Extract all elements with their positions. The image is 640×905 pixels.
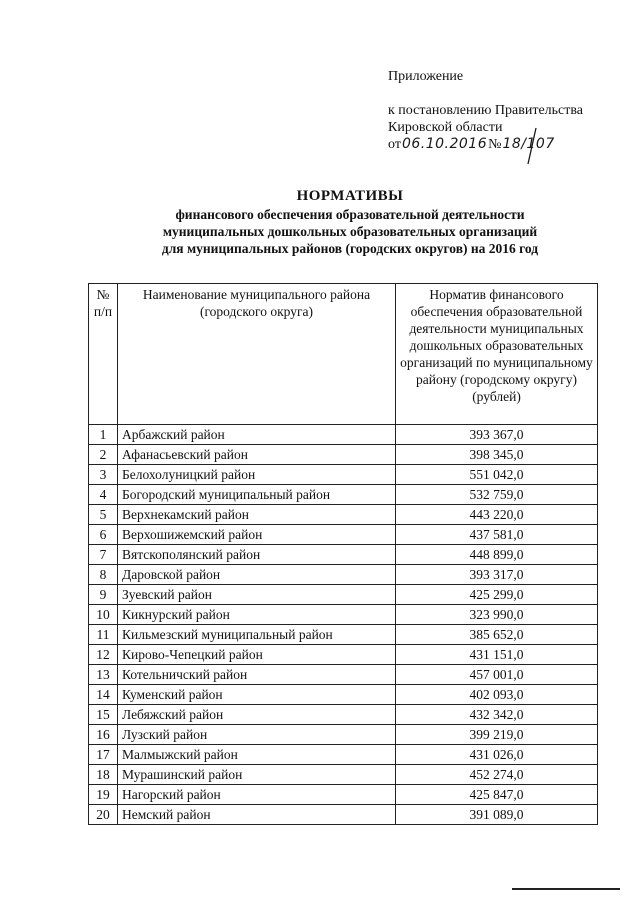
- row-district-name: Арбажский район: [118, 425, 396, 445]
- row-norm-value: 532 759,0: [396, 485, 598, 505]
- norms-table: [88, 283, 598, 825]
- row-district-name: Зуевский район: [118, 585, 396, 605]
- row-district-name: Немский район: [118, 805, 396, 825]
- row-number: 17: [89, 745, 118, 765]
- row-district-name: Богородский муниципальный район: [118, 485, 396, 505]
- row-norm-value: 437 581,0: [396, 525, 598, 545]
- handwritten-number: 18/107: [502, 136, 555, 152]
- row-district-name: Кильмезский муниципальный район: [118, 625, 396, 645]
- row-district-name: Кикнурский район: [118, 605, 396, 625]
- table-row: [89, 725, 598, 745]
- row-number: 19: [89, 785, 118, 805]
- header-district-name: Наименование муниципального района (городского округа): [118, 284, 396, 425]
- handwritten-slash-mark: [522, 126, 562, 166]
- table-row: [89, 445, 598, 465]
- document-title: НОРМАТИВЫ: [296, 188, 404, 204]
- table-row: [89, 585, 598, 605]
- row-norm-value: 452 274,0: [396, 765, 598, 785]
- document-subtitle-line-1: финансового обеспечения образовательной деятельности: [175, 207, 525, 222]
- row-norm-value: 385 652,0: [396, 625, 598, 645]
- table-row: [89, 705, 598, 725]
- row-number: 13: [89, 665, 118, 685]
- row-number: 12: [89, 645, 118, 665]
- table-header-row: [89, 284, 598, 425]
- appendix-region-line: Кировской области: [388, 120, 503, 135]
- row-norm-value: 443 220,0: [396, 505, 598, 525]
- row-norm-value: 393 367,0: [396, 425, 598, 445]
- header-number: № п/п: [89, 284, 118, 425]
- row-district-name: Котельничский район: [118, 665, 396, 685]
- row-norm-value: 551 042,0: [396, 465, 598, 485]
- appendix-resolution-line: к постановлению Правительства: [388, 103, 584, 118]
- row-district-name: Малмыжский район: [118, 745, 396, 765]
- table-row: [89, 745, 598, 765]
- row-norm-value: 431 151,0: [396, 645, 598, 665]
- row-norm-value: 457 001,0: [396, 665, 598, 685]
- table-row: [89, 805, 598, 825]
- row-district-name: Нагорский район: [118, 785, 396, 805]
- row-number: 15: [89, 705, 118, 725]
- footer-underline: [512, 888, 620, 890]
- row-number: 5: [89, 505, 118, 525]
- table-row: [89, 425, 598, 445]
- row-norm-value: 432 342,0: [396, 705, 598, 725]
- table-row: [89, 565, 598, 585]
- table-row: [89, 605, 598, 625]
- table-row: [89, 625, 598, 645]
- document-title-block: [60, 186, 640, 257]
- row-norm-value: 402 093,0: [396, 685, 598, 705]
- row-norm-value: 398 345,0: [396, 445, 598, 465]
- table-row: [89, 785, 598, 805]
- spacer: [388, 85, 583, 102]
- table-body: [89, 425, 598, 825]
- handwritten-date: 06.10.2016: [401, 136, 488, 152]
- row-norm-value: 448 899,0: [396, 545, 598, 565]
- table-row: [89, 545, 598, 565]
- row-number: 16: [89, 725, 118, 745]
- row-number: 2: [89, 445, 118, 465]
- row-number: 7: [89, 545, 118, 565]
- row-district-name: Вятскополянский район: [118, 545, 396, 565]
- table-row: [89, 525, 598, 545]
- row-norm-value: 431 026,0: [396, 745, 598, 765]
- row-district-name: Афанасьевский район: [118, 445, 396, 465]
- row-norm-value: 425 847,0: [396, 785, 598, 805]
- row-number: 9: [89, 585, 118, 605]
- row-district-name: Мурашинский район: [118, 765, 396, 785]
- row-district-name: Верхошижемский район: [118, 525, 396, 545]
- row-district-name: Лебяжский район: [118, 705, 396, 725]
- row-number: 6: [89, 525, 118, 545]
- row-number: 11: [89, 625, 118, 645]
- row-norm-value: 425 299,0: [396, 585, 598, 605]
- row-district-name: Белохолуницкий район: [118, 465, 396, 485]
- table-row: [89, 665, 598, 685]
- table-row: [89, 685, 598, 705]
- row-number: 8: [89, 565, 118, 585]
- row-norm-value: 399 219,0: [396, 725, 598, 745]
- header-norm-value: Норматив финансового обеспечения образовательной деятельности муниципальных дошкольных образовательных организаций по муниципальному району (городскому округу) (рублей): [396, 284, 598, 425]
- date-prefix: от: [388, 137, 401, 152]
- row-number: 1: [89, 425, 118, 445]
- table-row: [89, 485, 598, 505]
- document-subtitle-line-3: для муниципальных районов (городских округов) на 2016 год: [161, 241, 539, 256]
- row-district-name: Верхнекамский район: [118, 505, 396, 525]
- table-row: [89, 505, 598, 525]
- table-row: [89, 645, 598, 665]
- document-subtitle-line-2: муниципальных дошкольных образовательных организаций: [162, 224, 538, 239]
- table-row: [89, 465, 598, 485]
- row-number: 3: [89, 465, 118, 485]
- row-number: 14: [89, 685, 118, 705]
- row-district-name: Кирово-Чепецкий район: [118, 645, 396, 665]
- number-sign: №: [488, 137, 502, 152]
- row-number: 18: [89, 765, 118, 785]
- row-norm-value: 391 089,0: [396, 805, 598, 825]
- row-number: 4: [89, 485, 118, 505]
- row-norm-value: 323 990,0: [396, 605, 598, 625]
- row-number: 10: [89, 605, 118, 625]
- row-district-name: Лузский район: [118, 725, 396, 745]
- row-norm-value: 393 317,0: [396, 565, 598, 585]
- row-district-name: Куменский район: [118, 685, 396, 705]
- row-number: 20: [89, 805, 118, 825]
- appendix-label: Приложение: [388, 69, 464, 84]
- table-row: [89, 765, 598, 785]
- row-district-name: Даровской район: [118, 565, 396, 585]
